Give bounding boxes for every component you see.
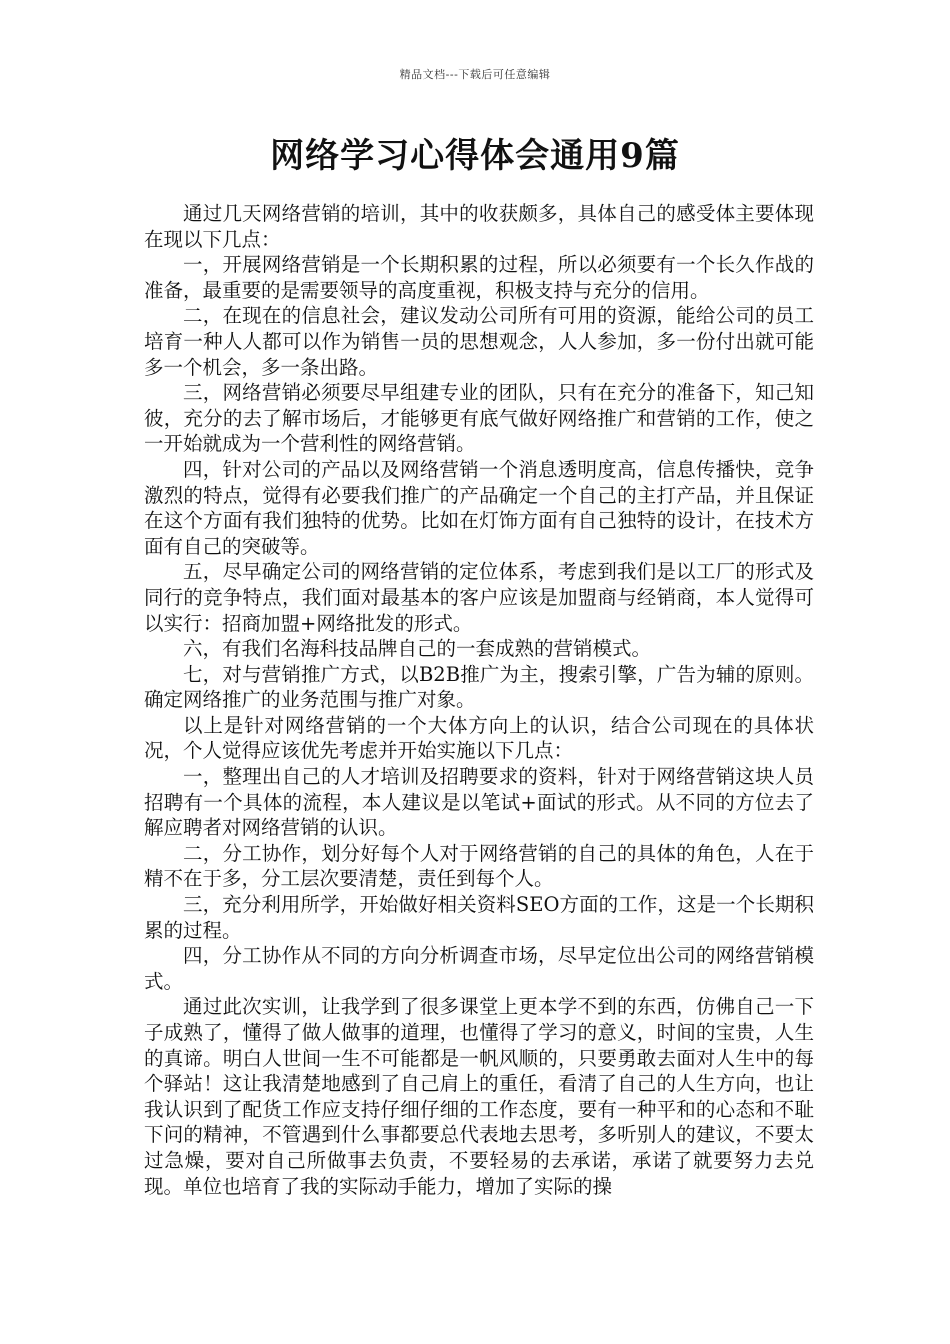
paragraph: 四，分工协作从不同的方向分析调查市场，尽早定位出公司的网络营销模式。 [144, 944, 814, 993]
paragraph: 以上是针对网络营销的一个大体方向上的认识，结合公司现在的具体状况，个人觉得应该优先考虑并开始实施以下几点： [144, 713, 814, 763]
paragraph: 通过此次实训，让我学到了很多课堂上更本学不到的东西，仿佛自己一下子成熟了，懂得了做人做事的道理，也懂得了学习的意义，时间的宝贵，人生的真谛。明白人世间一生不可能都是一帆风顺的，只要勇敢去面对人生中的每个驿站！这让我清楚地感到了自己肩上的重任，看清了自己的人生方向，也让我认识到了配货工作应支持仔细仔细的工作态度，要有一种平和的心态和不耻下问的精神，不管遇到什么事都要总代表地去思考，多听别人的建议，不要太过急燥，要对自己所做事去负责，不要轻易的去承诺，承诺了就要努力去兑现。单位也培育了我的实际动手能力，增加了实际的操 [144, 995, 814, 1198]
paragraph: 三，网络营销必须要尽早组建专业的团队，只有在充分的准备下，知己知彼，充分的去了解市场后，才能够更有底气做好网络推广和营销的工作，使之一开始就成为一个营利性的网络营销。 [144, 381, 814, 456]
paragraph: 一，开展网络营销是一个长期积累的过程，所以必须要有一个长久作战的准备，最重要的是需要领导的高度重视，积极支持与充分的信用。 [144, 253, 814, 302]
paragraph: 六，有我们名海科技品牌自己的一套成熟的营销模式。 [183, 637, 652, 661]
paragraph: 七，对与营销推广方式，以B2B推广为主，搜索引擎，广告为辅的原则。确定网络推广的业务范围与推广对象。 [144, 662, 814, 712]
paragraph: 五，尽早确定公司的网络营销的定位体系，考虑到我们是以工厂的形式及同行的竞争特点，我们面对最基本的客户应该是加盟商与经销商，本人觉得可以实行：招商加盟+网络批发的形式。 [144, 560, 814, 635]
paragraph: 通过几天网络营销的培训，其中的收获颇多，具体自己的感受体主要体现在现以下几点： [144, 202, 814, 251]
header-note: 精品文档---下载后可任意编辑 [399, 68, 551, 81]
paragraph: 一，整理出自己的人才培训及招聘要求的资料，针对于网络营销这块人员招聘有一个具体的流程，本人建议是以笔试+面试的形式。从不同的方位去了解应聘者对网络营销的认识。 [144, 765, 814, 840]
paragraph: 三，充分利用所学，开始做好相关资料SEO方面的工作，这是一个长期积累的过程。 [144, 893, 814, 942]
document-title: 网络学习心得体会通用9篇 [270, 136, 680, 176]
document-body [144, 201, 814, 1199]
paragraph: 二，分工协作，划分好每个人对于网络营销的自己的具体的角色，人在于精不在于多，分工层次要清楚，责任到每个人。 [144, 841, 814, 891]
paragraph: 四，针对公司的产品以及网络营销一个消息透明度高，信息传播快，竞争激烈的特点，觉得有必要我们推广的产品确定一个自己的主打产品，并且保证在这个方面有我们独特的优势。比如在灯饰方面有自己独特的设计，在技术方面有自己的突破等。 [144, 457, 814, 558]
paragraph: 二，在现在的信息社会，建议发动公司所有可用的资源，能给公司的员工培育一种人人都可以作为销售一员的思想观念，人人参加，多一份付出就可能多一个机会，多一条出路。 [144, 304, 814, 379]
